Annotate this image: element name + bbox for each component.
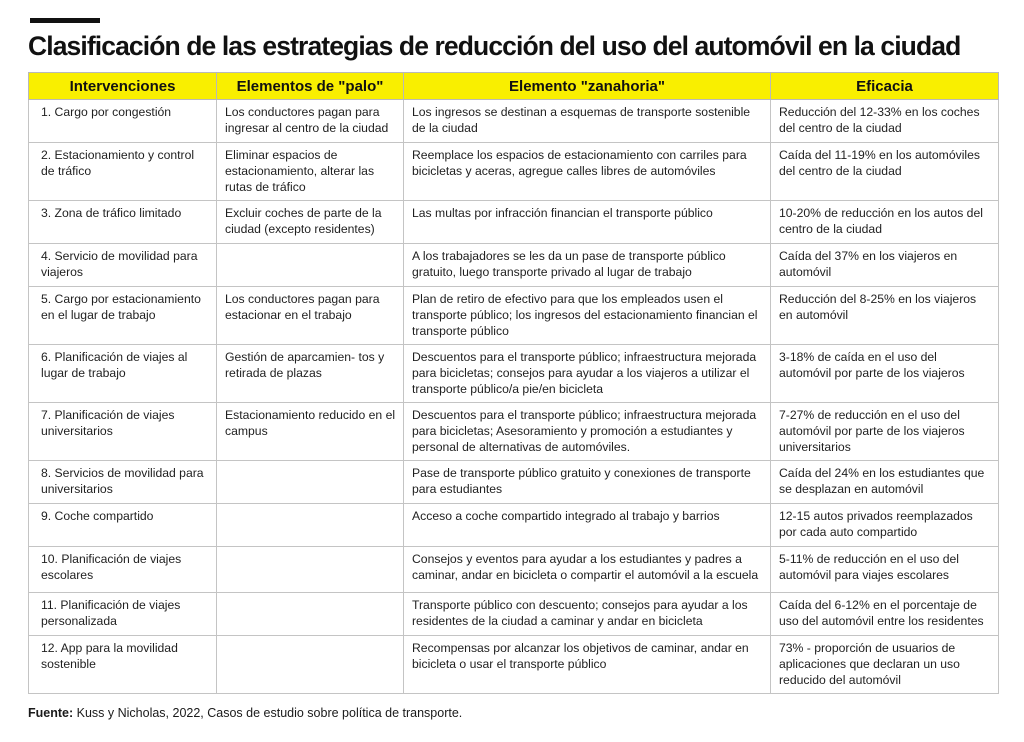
header-zanahoria: Elemento "zanahoria" [404, 73, 771, 100]
cell-intervencion: 5. Cargo por estacionamiento en el lugar de trabajo [29, 287, 217, 345]
table-row [29, 403, 999, 461]
cell-intervencion: 8. Servicios de movilidad para universitarios [29, 461, 217, 504]
cell-zanahoria: Reemplace los espacios de estacionamiento con carriles para bicicletas y aceras, agregue calles libres de automóviles [404, 143, 771, 201]
cell-eficacia: 7-27% de reducción en el uso del automóvil por parte de los viajeros universitarios [771, 403, 999, 461]
cell-eficacia: 73% - proporción de usuarios de aplicaciones que declaran un uso reducido del automóvil [771, 636, 999, 694]
cell-zanahoria: Recompensas por alcanzar los objetivos de caminar, andar en bicicleta o usar el transporte público [404, 636, 771, 694]
cell-eficacia: Caída del 11-19% en los automóviles del centro de la ciudad [771, 143, 999, 201]
cell-palo [217, 636, 404, 694]
cell-palo [217, 461, 404, 504]
table-row [29, 287, 999, 345]
cell-zanahoria: Los ingresos se destinan a esquemas de transporte sostenible de la ciudad [404, 100, 771, 143]
cell-palo: Los conductores pagan para estacionar en el trabajo [217, 287, 404, 345]
cell-intervencion: 9. Coche compartido [29, 504, 217, 547]
cell-eficacia: 3-18% de caída en el uso del automóvil por parte de los viajeros [771, 345, 999, 403]
header-intervenciones: Intervenciones [29, 73, 217, 100]
cell-zanahoria: A los trabajadores se les da un pase de transporte público gratuito, luego transporte privado al lugar de trabajo [404, 244, 771, 287]
table-row [29, 345, 999, 403]
cell-eficacia: Caída del 24% en los estudiantes que se desplazan en automóvil [771, 461, 999, 504]
cell-intervencion: 2. Estacionamiento y control de tráfico [29, 143, 217, 201]
cell-palo: Gestión de aparcamien- tos y retirada de plazas [217, 345, 404, 403]
cell-zanahoria: Acceso a coche compartido integrado al trabajo y barrios [404, 504, 771, 547]
table-row [29, 244, 999, 287]
table-row [29, 100, 999, 143]
cell-eficacia: Reducción del 8-25% en los viajeros en automóvil [771, 287, 999, 345]
strategies-table [28, 72, 999, 694]
cell-zanahoria: Pase de transporte público gratuito y conexiones de transporte para estudiantes [404, 461, 771, 504]
cell-palo [217, 593, 404, 636]
cell-zanahoria: Descuentos para el transporte público; infraestructura mejorada para bicicletas; Asesoramiento y promoción a estudiantes y personal de alternativas de automóviles. [404, 403, 771, 461]
cell-intervencion: 4. Servicio de movilidad para viajeros [29, 244, 217, 287]
header-eficacia: Eficacia [771, 73, 999, 100]
cell-eficacia: 10-20% de reducción en los autos del centro de la ciudad [771, 201, 999, 244]
cell-eficacia: 12-15 autos privados reemplazados por cada auto compartido [771, 504, 999, 547]
source-note [28, 706, 462, 720]
cell-palo [217, 504, 404, 547]
cell-palo: Excluir coches de parte de la ciudad (excepto residentes) [217, 201, 404, 244]
cell-eficacia: Caída del 6-12% en el porcentaje de uso del automóvil entre los residentes [771, 593, 999, 636]
table-row [29, 593, 999, 636]
title-accent-bar [30, 18, 100, 23]
source-text: Kuss y Nicholas, 2022, Casos de estudio sobre política de transporte. [76, 706, 463, 720]
table-row [29, 636, 999, 694]
table-row [29, 547, 999, 593]
cell-palo: Los conductores pagan para ingresar al centro de la ciudad [217, 100, 404, 143]
cell-intervencion: 12. App para la movilidad sostenible [29, 636, 217, 694]
cell-palo: Estacionamiento reducido en el campus [217, 403, 404, 461]
source-label: Fuente: [28, 706, 74, 720]
table-row [29, 201, 999, 244]
cell-zanahoria: Las multas por infracción financian el transporte público [404, 201, 771, 244]
page-title: Clasificación de las estrategias de reducción del uso del automóvil en la ciudad [28, 31, 961, 61]
table-row [29, 504, 999, 547]
cell-intervencion: 6. Planificación de viajes al lugar de trabajo [29, 345, 217, 403]
cell-palo [217, 547, 404, 593]
cell-eficacia: 5-11% de reducción en el uso del automóvil para viajes escolares [771, 547, 999, 593]
cell-palo: Eliminar espacios de estacionamiento, alterar las rutas de tráfico [217, 143, 404, 201]
cell-zanahoria: Plan de retiro de efectivo para que los empleados usen el transporte público; los ingresos del estacionamiento financian el transporte público [404, 287, 771, 345]
table-row [29, 143, 999, 201]
cell-zanahoria: Consejos y eventos para ayudar a los estudiantes y padres a caminar, andar en bicicleta o compartir el automóvil a la escuela [404, 547, 771, 593]
cell-zanahoria: Descuentos para el transporte público; infraestructura mejorada para bicicletas; consejos para ayudar a los viajeros a utilizar el transporte público/a pie/en bicicleta [404, 345, 771, 403]
cell-eficacia: Caída del 37% en los viajeros en automóvil [771, 244, 999, 287]
table-header-row [29, 73, 999, 100]
cell-zanahoria: Transporte público con descuento; consejos para ayudar a los residentes de la ciudad a caminar y andar en bicicleta [404, 593, 771, 636]
cell-eficacia: Reducción del 12-33% en los coches del centro de la ciudad [771, 100, 999, 143]
cell-intervencion: 11. Planificación de viajes personalizada [29, 593, 217, 636]
cell-intervencion: 10. Planificación de viajes escolares [29, 547, 217, 593]
cell-intervencion: 3. Zona de tráfico limitado [29, 201, 217, 244]
table-row [29, 461, 999, 504]
cell-intervencion: 1. Cargo por congestión [29, 100, 217, 143]
header-palo: Elementos de "palo" [217, 73, 404, 100]
cell-palo [217, 244, 404, 287]
cell-intervencion: 7. Planificación de viajes universitarios [29, 403, 217, 461]
